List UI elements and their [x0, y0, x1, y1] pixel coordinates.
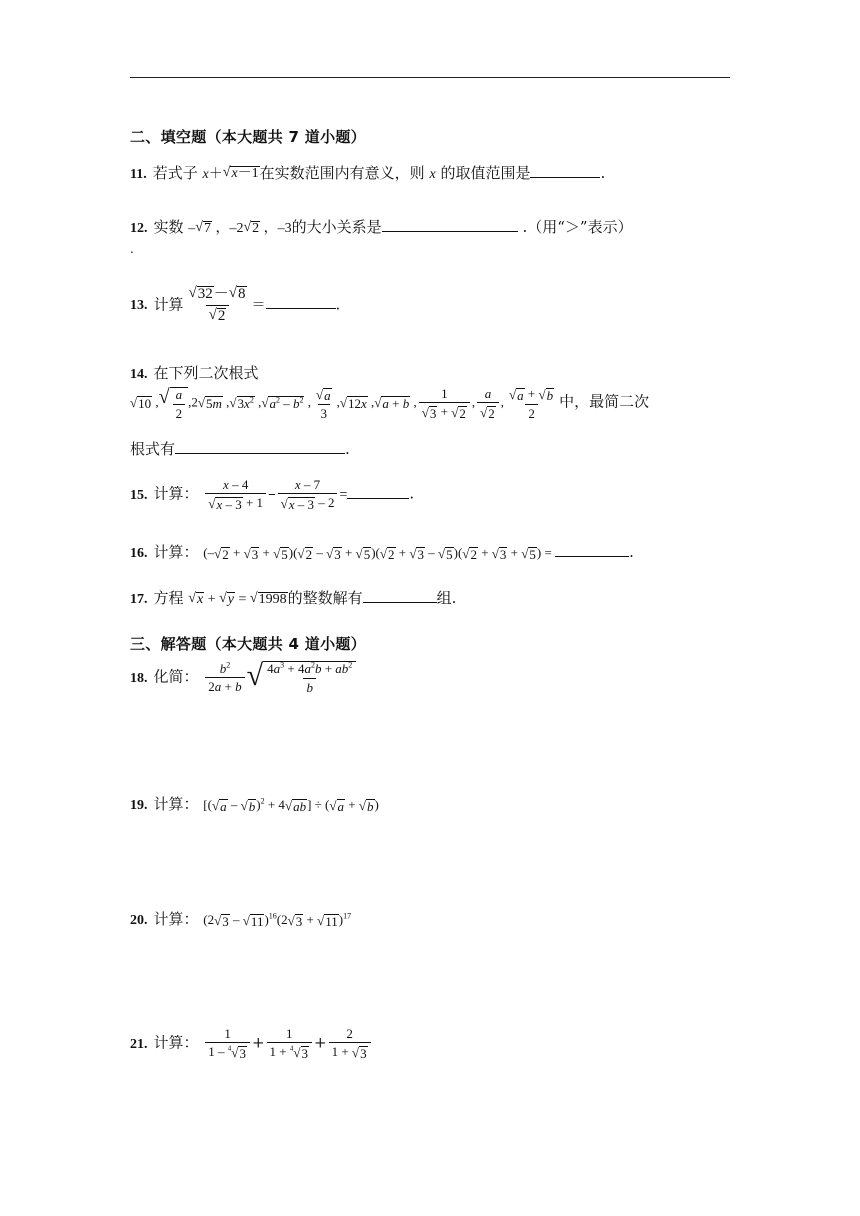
question-text: 计算： [153, 795, 199, 813]
question-17: 17. 方程 √ x + √ y = √ 1998 的整数解有 组. [130, 589, 457, 607]
question-text: 在下列二次根式 [153, 364, 259, 382]
answer-blank[interactable] [175, 439, 345, 454]
question-11: 11. 若式子 x＋ √ x－1 在实数范围内有意义，则 x 的取值范围是 . [130, 164, 606, 182]
question-text: 计算 [153, 295, 184, 314]
question-text: 计算： [153, 543, 199, 561]
question-number: 18. [130, 670, 148, 686]
question-text: 在实数范围内有意义，则 [259, 164, 425, 182]
question-number: 21. [130, 1036, 148, 1052]
answer-blank[interactable] [347, 484, 409, 499]
question-20: 20. 计算： (2 √ 3 – √ 11 )$^{16}$(2 √ 3 + √ 11 )$^{17}$ [130, 910, 352, 929]
question-text: . [409, 484, 415, 503]
question-text: . [600, 164, 606, 182]
question-text: 的取值范围是 [440, 164, 531, 182]
question-text: . [629, 543, 634, 561]
question-text: 根式有 [130, 440, 176, 458]
question-19: 19. 计算： [( √ a – √ b )$^2$ + 4 √ ab ] ÷ ( √ a + √ b ) [130, 795, 379, 814]
question-text: 中，最简二次 [559, 392, 650, 411]
variable: x [429, 167, 436, 182]
question-number: 14. [130, 367, 148, 382]
question-number: 16. [130, 546, 148, 561]
question-text: . [335, 295, 341, 314]
question-text: 若式子 [152, 164, 198, 182]
question-number: 12. [130, 221, 148, 236]
question-text: 组. [436, 589, 457, 607]
question-number: 17. [130, 592, 148, 607]
question-text: 计算： [153, 910, 199, 928]
question-text: 方程 [153, 589, 184, 607]
question-14-line-1 [130, 366, 259, 382]
question-number: 15. [130, 487, 148, 503]
question-12: 12. 实数 – √ 7 ，–2 √ 2 ，–3的大小关系是 .（用“＞”表示） [130, 218, 633, 236]
question-13: 13. 计算 √ 32 － √ 8 √ 2 ＝ . [130, 285, 341, 324]
question-number: 19. [130, 798, 148, 813]
answer-blank[interactable] [555, 542, 629, 557]
question-text: 计算： [153, 1033, 199, 1052]
question-number: 11. [130, 167, 147, 182]
question-text: 的整数解有 [287, 589, 363, 607]
top-rule [130, 77, 730, 78]
question-text: .（用“＞”表示） [522, 218, 633, 236]
question-text: 的大小关系是 [291, 218, 382, 236]
answer-blank[interactable] [530, 163, 600, 178]
question-number: 13. [130, 298, 148, 314]
question-text: . [345, 440, 350, 458]
question-text: 化简： [153, 667, 199, 686]
section-title-fill-in: 二、填空题（本大题共 7 道小题） [130, 128, 366, 146]
stray-dot: . [130, 242, 134, 256]
section-title-answer: 三、解答题（本大题共 4 道小题） [130, 635, 366, 653]
question-16: 16. 计算： (– √ 2 + √ 3 + √ 5 )( √ 2 – √ 3 + √ 5 )( √ 2 + √ 3 – √ 5 )( √ 2 + √ 3 + √ 5 ) = . [130, 543, 634, 562]
question-number: 20. [130, 913, 148, 928]
question-text: 计算： [153, 484, 199, 503]
question-21: 21. 计算： 1 1 – $^4$ √ 3 + 1 1 + $^4$ √ 3 + 2 1 + √ 3 [130, 1027, 373, 1060]
answer-blank[interactable] [382, 217, 518, 232]
question-14-line-2: √ 10 , √ $\frac{a}{2}$ ,2 √ 5m , √ $3x^2$ , √ $a^2 - b^2$ , √ a 3 , √ 12x , √ a + b , 1 √ 3 + √ 2 , a √ 2 , √ a + √ b 2 中，最简二次 [130, 386, 650, 422]
answer-blank[interactable] [363, 588, 437, 603]
answer-blank[interactable] [266, 294, 336, 309]
question-14-line-3 [130, 439, 350, 457]
question-18: 18. 化简： $\frac{b^2}{2a + b}$ √ $\frac{4a^3 + 4a^2b + ab^2}{b}$ [130, 661, 356, 694]
question-15: 15. 计算： x – 4 √ x – 3 + 1 – x – 7 √ x – 3 – 2 = . [130, 477, 415, 512]
question-text: 实数 [153, 218, 184, 236]
